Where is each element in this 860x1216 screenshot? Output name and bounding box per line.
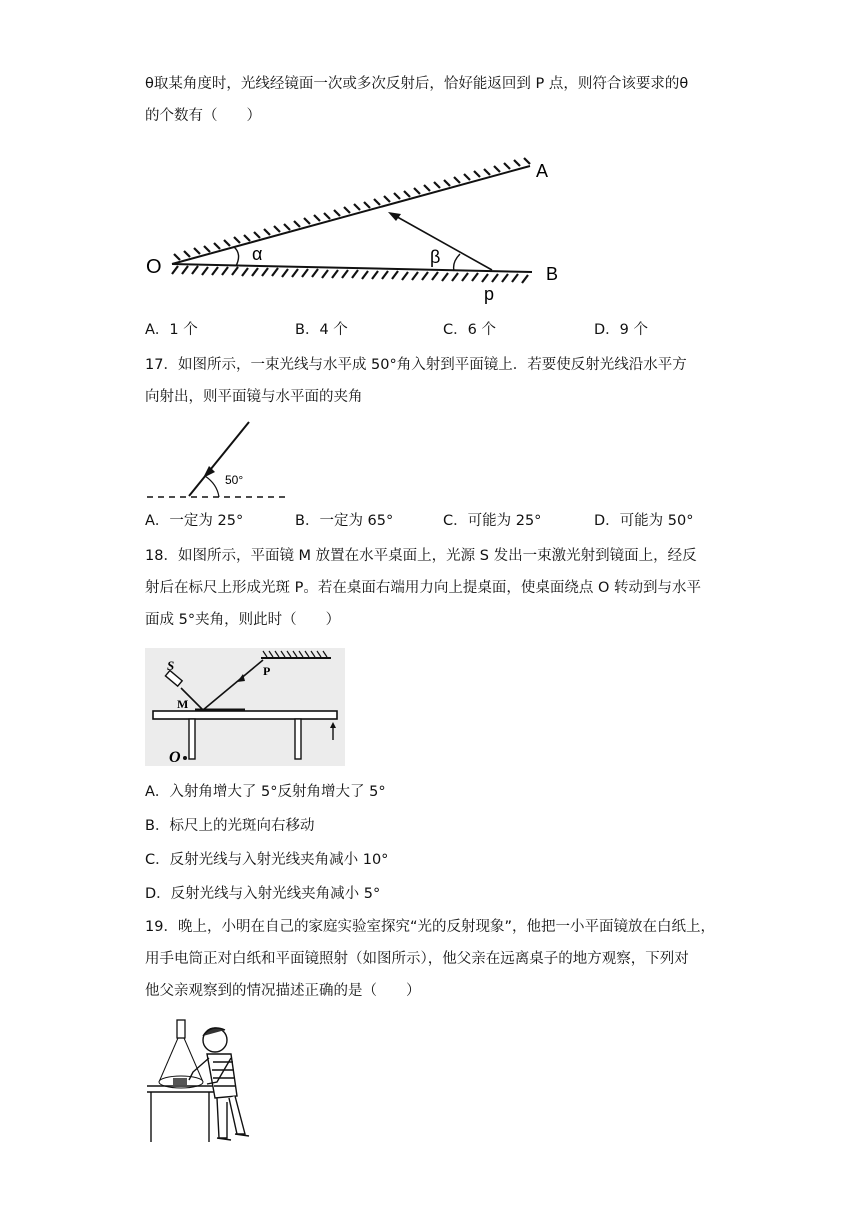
label-p: P	[263, 664, 271, 678]
q17-option-a[interactable]: A．一定为 25°	[145, 513, 244, 529]
light-cone-right	[184, 1038, 203, 1082]
angle-arc	[205, 476, 219, 497]
label-o: O	[169, 749, 181, 766]
mirror-oa	[172, 158, 530, 264]
q16-stem-line1: θ取某角度时，光线经镜面一次或多次反射后，恰好能返回到 P 点，则符合该要求的θ	[145, 76, 689, 92]
q19-stem-line3: 他父亲观察到的情况描述正确的是（ ）	[145, 983, 421, 999]
table-top	[153, 711, 337, 719]
q18-stem-line1: 18．如图所示，平面镜 M 放置在水平桌面上，光源 S 发出一束激光射到镜面上，经反	[145, 548, 697, 564]
q17-option-b[interactable]: B．一定为 65°	[295, 513, 394, 529]
q16-option-c[interactable]: C．6 个	[443, 322, 496, 338]
label-a: A	[536, 161, 549, 181]
q18-option-b[interactable]: B．标尺上的光斑向右移动	[145, 818, 315, 834]
q18-figure	[145, 648, 345, 766]
beta-arc	[454, 254, 460, 271]
q16-option-a[interactable]: A．1 个	[145, 322, 198, 338]
light-cone-left	[159, 1038, 178, 1082]
mirror-ob	[172, 264, 532, 283]
q18-stem-line3: 面成 5°夹角，则此时（ ）	[145, 612, 341, 628]
angle-label: 50°	[225, 473, 244, 487]
q16-figure	[140, 150, 580, 310]
q19-figure	[145, 1016, 265, 1144]
q16-option-b[interactable]: B．4 个	[295, 322, 348, 338]
q17-figure	[145, 418, 295, 504]
q17-option-d[interactable]: D．可能为 50°	[594, 513, 694, 529]
small-mirror	[173, 1078, 187, 1085]
alpha-arc	[234, 247, 239, 266]
label-alpha: α	[252, 244, 263, 264]
flashlight	[177, 1020, 185, 1038]
table-leg-left	[189, 719, 195, 759]
q18-stem-line2: 射后在标尺上形成光斑 P。若在桌面右端用力向上提桌面，使桌面绕点 O 转动到与水平	[145, 580, 701, 596]
incident-arrow	[203, 466, 215, 478]
q17-stem-line2: 向射出，则平面镜与水平面的夹角	[145, 389, 363, 405]
q18-option-c[interactable]: C．反射光线与入射光线夹角减小 10°	[145, 852, 389, 868]
q16-stem-line2: 的个数有（ ）	[145, 108, 261, 124]
label-s: S	[167, 658, 175, 673]
label-o: O	[146, 256, 162, 278]
q19-stem-line2: 用手电筒正对白纸和平面镜照射（如图所示），他父亲在远离桌子的地方观察，下列对	[145, 951, 689, 967]
q18-option-a[interactable]: A．入射角增大了 5°反射角增大了 5°	[145, 784, 386, 800]
label-m: M	[177, 697, 189, 711]
q18-option-d[interactable]: D．反射光线与入射光线夹角减小 5°	[145, 886, 381, 902]
label-p: p	[484, 284, 495, 304]
q17-option-c[interactable]: C．可能为 25°	[443, 513, 542, 529]
q17-stem-line1: 17．如图所示，一束光线与水平成 50°角入射到平面镜上．若要使反射光线沿水平方	[145, 357, 687, 373]
q19-stem-line1: 19．晚上，小明在自己的家庭实验室探究“光的反射现象”，他把一小平面镜放在白纸上，	[145, 919, 715, 935]
label-beta: β	[430, 247, 441, 267]
q16-option-d[interactable]: D．9 个	[594, 322, 648, 338]
table-leg-right	[295, 719, 301, 759]
label-b: B	[546, 264, 559, 284]
